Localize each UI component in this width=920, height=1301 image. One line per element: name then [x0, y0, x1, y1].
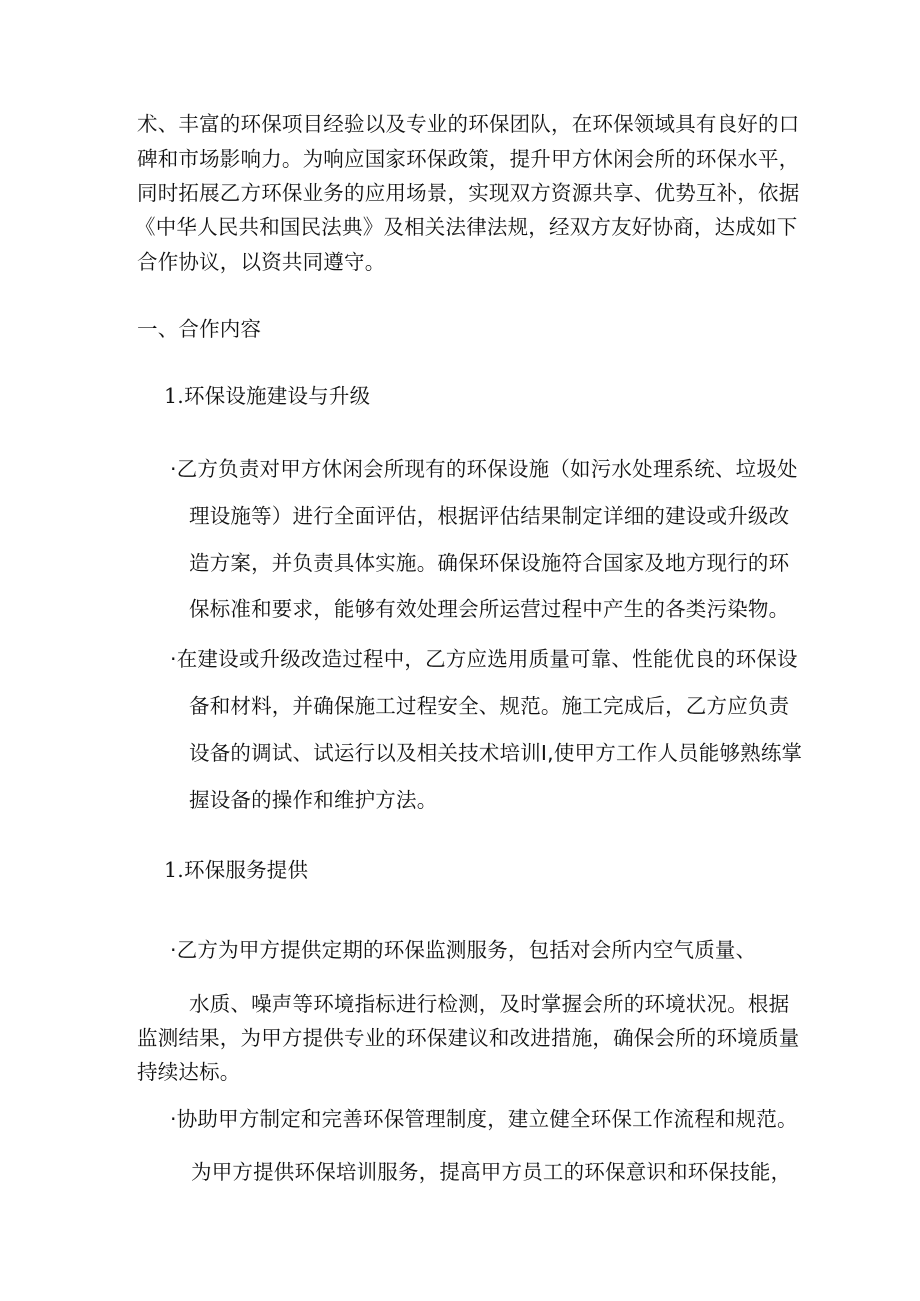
- bullet-line: 监测结果，为甲方提供专业的环保建议和改进措施，确保会所的环境质量: [137, 1026, 800, 1050]
- bullet-line: ·在建设或升级改造过程中，乙方应选用质量可靠、性能优良的环保设: [170, 647, 798, 671]
- subsection-heading: [164, 383, 370, 409]
- subsection-heading: [164, 857, 308, 883]
- bullet-line: 设备的调试、试运行以及相关技术培训I,使甲方工作人员能够熟练掌: [189, 741, 803, 765]
- bullet-line: ·乙方为甲方提供定期的环保监测服务，包括对会所内空气质量、: [170, 938, 757, 962]
- bullet-line: 为甲方提供环保培训服务，提高甲方员工的环保意识和环保技能，: [191, 1160, 792, 1184]
- subsection-title: 环保设施建设与升级: [183, 384, 371, 408]
- subsection-title: 环保服务提供: [183, 858, 309, 882]
- bullet-line: ·乙方负责对甲方休闲会所现有的环保设施（如污水处理系统、垃圾处: [170, 457, 798, 481]
- bullet-line: 持续达标。: [137, 1060, 241, 1084]
- bullet-line: 保标准和要求，能够有效处理会所运营过程中产生的各类污染物。: [189, 597, 790, 621]
- bullet-line: 备和材料，并确保施工过程安全、规范。施工完成后，乙方应负责: [189, 694, 790, 718]
- subsection-number: 1.: [164, 858, 184, 882]
- bullet-line: 水质、噪声等环境指标进行检测，及时掌握会所的环境状况。根据: [189, 992, 790, 1016]
- intro-line: 碑和市场影响力。为响应国家环保政策，提升甲方休闲会所的环保水平，: [137, 147, 800, 171]
- intro-line: 术、丰富的环保项目经验以及专业的环保团队，在环保领域具有良好的口: [137, 112, 800, 136]
- intro-line: 《中华人民共和国民法典》及相关法律法规，经双方友好协商，达成如下: [135, 215, 798, 239]
- bullet-line: 理设施等）进行全面评估，根据评估结果制定详细的建设或升级改: [189, 504, 790, 528]
- subsection-number: 1.: [164, 384, 184, 408]
- bullet-line: ·协助甲方制定和完善环保管理制度，建立健全环保工作流程和规范。: [170, 1107, 798, 1131]
- intro-line: 合作协议，以资共同遵守。: [137, 250, 386, 274]
- bullet-line: 造方案，并负责具体实施。确保环保设施符合国家及地方现行的环: [189, 551, 790, 575]
- bullet-line: 握设备的操作和维护方法。: [189, 788, 438, 812]
- section-heading: 一、合作内容: [137, 317, 262, 341]
- intro-line: 同时拓展乙方环保业务的应用场景，实现双方资源共享、优势互补，依据: [137, 181, 800, 205]
